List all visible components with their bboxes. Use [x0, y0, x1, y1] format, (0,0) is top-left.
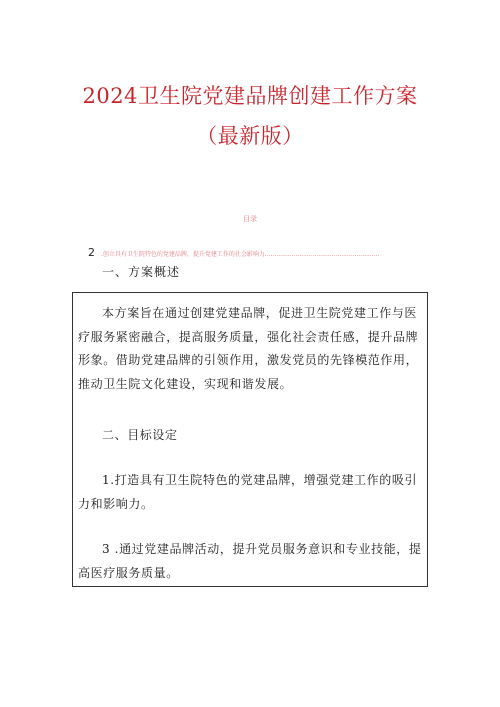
document-subtitle: （最新版） — [196, 124, 304, 148]
toc-entry-number: 2 — [88, 246, 95, 259]
content-box — [72, 292, 428, 587]
section-heading-goals: 二、目标设定 — [102, 428, 178, 442]
toc-entry[interactable] — [88, 246, 418, 259]
toc-heading: 目录 — [243, 215, 257, 223]
section-heading-overview: 一、方案概述 — [102, 265, 181, 279]
toc-entry-leader: ............................................................ — [264, 251, 380, 258]
toc-entry-text: .创立具有卫生院特色的党建品牌，提升党建工作的社会影响力 — [101, 251, 265, 258]
document-title: 2024卫生院党建品牌创建工作方案 — [82, 84, 418, 108]
overview-paragraph: 本方案旨在通过创建党建品牌，促进卫生院党建工作与医疗服务紧密融合，提高服务质量，强化社会责任感，提升品牌形象。借助党建品牌的引领作用，激发党员的先锋模范作用，推动卫生院文化建设，实现和谐发展。 — [78, 306, 419, 391]
goal-item-3: 3 .通过党建品牌活动，提升党员服务意识和专业技能，提高医疗服务质量。 — [78, 542, 422, 580]
goal-item-1: 1.打造具有卫生院特色的党建品牌，增强党建工作的吸引力和影响力。 — [78, 473, 418, 511]
